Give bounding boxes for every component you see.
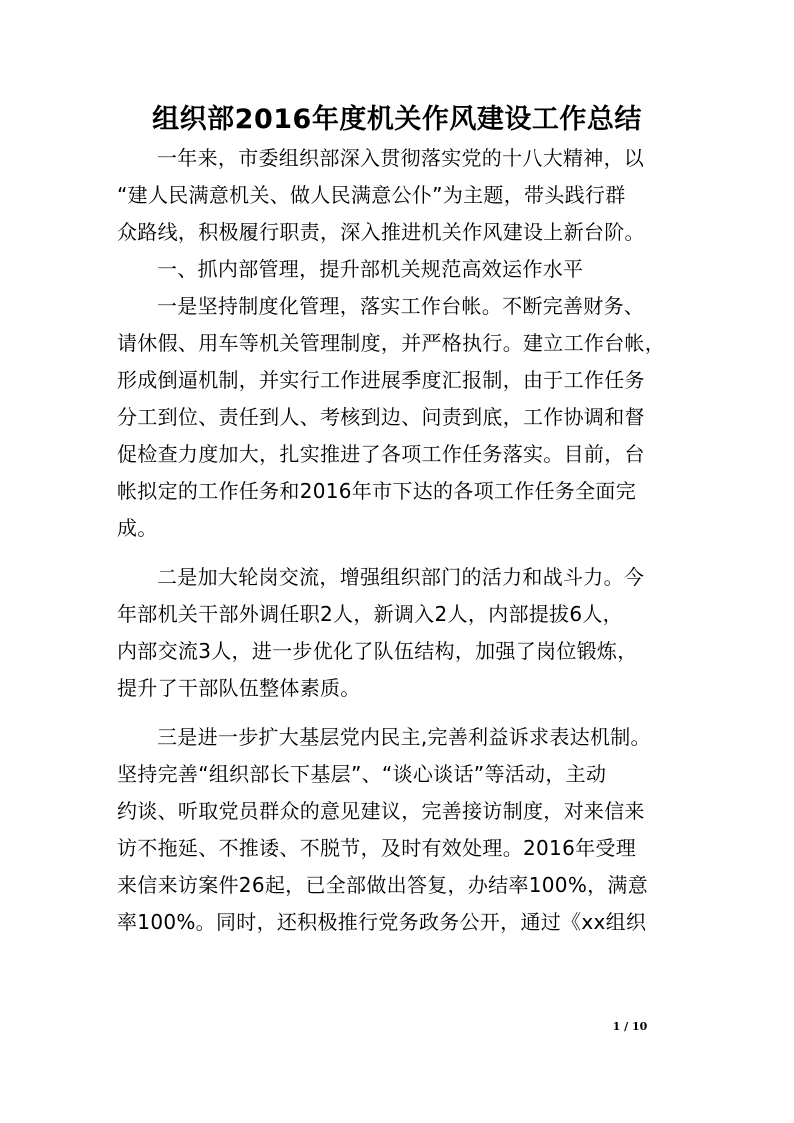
- text-line: 坚持完善“组织部长下基层”、“谈心谈话”等活动，主动: [117, 762, 607, 786]
- paragraph-first-point: [117, 288, 677, 547]
- section-heading: [117, 251, 677, 288]
- text-line: “建人民满意机关、做人民满意公仆”为主题，带头践行群: [117, 183, 626, 207]
- text-line: 帐拟定的工作任务和2016年市下达的各项工作任务全面完: [117, 479, 636, 503]
- text-line: 促检查力度加大，扎实推进了各项工作任务落实。目前，台: [117, 442, 645, 466]
- text-line: 二是加大轮岗交流，增强组织部门的活力和战斗力。今: [157, 565, 645, 589]
- text-line: 访不拖延、不推诿、不脱节，及时有效处理。2016年受理: [117, 836, 636, 860]
- text-line: 一是坚持制度化管理，落实工作台帐。不断完善财务、: [157, 294, 645, 318]
- page-number: 1 / 10: [612, 1020, 648, 1033]
- document-title: 组织部2016年度机关作风建设工作总结: [152, 104, 642, 135]
- text-line: 年部机关干部外调任职2人，新调入2人，内部提拔6人，: [117, 602, 623, 626]
- text-line: 一、抓内部管理，提升部机关规范高效运作水平: [157, 257, 584, 281]
- paragraph-third-point: [117, 719, 677, 941]
- text-line: 分工到位、责任到人、考核到边、问责到底，工作协调和督: [117, 405, 645, 429]
- text-line: 内部交流3人，进一步优化了队伍结构，加强了岗位锻炼，: [117, 639, 638, 663]
- paragraph-second-point: [117, 559, 677, 707]
- text-line: 提升了干部队伍整体素质。: [117, 676, 361, 700]
- text-line: 众路线，积极履行职责，深入推进机关作风建设上新台阶。: [117, 220, 645, 244]
- paragraph-intro: [117, 140, 677, 251]
- text-line: 率100%。同时，还积极推行党务政务公开，通过《xx组织: [117, 910, 647, 934]
- text-line: 形成倒逼机制，并实行工作进展季度汇报制，由于工作任务: [117, 368, 645, 392]
- text-line: 成。: [117, 516, 158, 540]
- document-body: [117, 140, 677, 941]
- text-line: 请休假、用车等机关管理制度，并严格执行。建立工作台帐，: [117, 331, 666, 355]
- text-line: 一年来，市委组织部深入贯彻落实党的十八大精神，以: [157, 146, 645, 170]
- text-line: 来信来访案件26起，已全部做出答复，办结率100%，满意: [117, 873, 649, 897]
- text-line: 约谈、听取党员群众的意见建议，完善接访制度，对来信来: [117, 799, 645, 823]
- text-line: 三是进一步扩大基层党内民主,完善利益诉求表达机制。: [157, 725, 651, 749]
